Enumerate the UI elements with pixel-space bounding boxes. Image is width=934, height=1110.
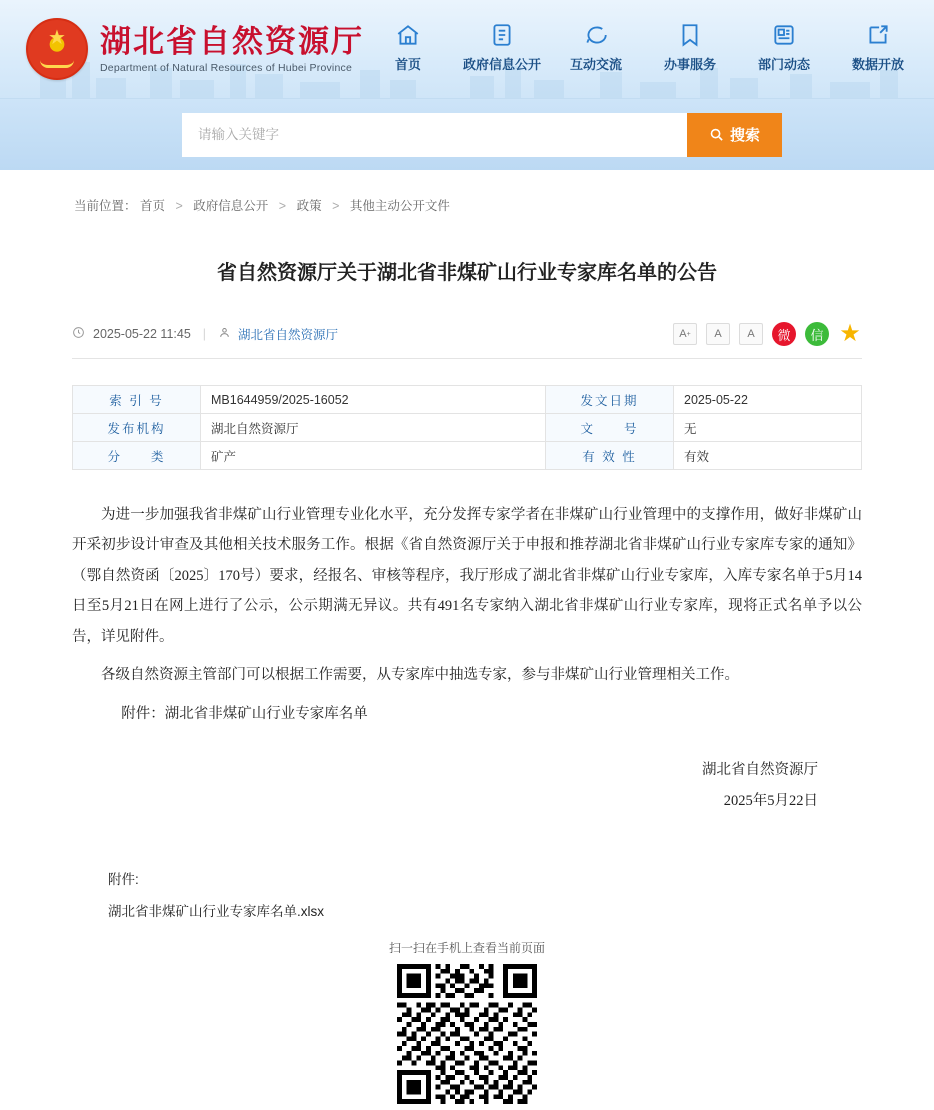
breadcrumb-item-policy[interactable]: 政策 xyxy=(296,199,322,213)
breadcrumb-prefix: 当前位置： xyxy=(74,199,137,213)
info-value-doc-number: 无 xyxy=(674,414,862,442)
body-paragraph-1: 为进一步加强我省非煤矿山行业管理专业化水平，充分发挥专家学者在非煤矿山行业管理中的支撑作用，做好非煤矿山开采初步设计审查及其他相关技术服务工作。根据《省自然资源厅关于申报和推荐湖北省非煤矿山行业专家库专家的通知》（鄂自然资函〔2025〕170号）要求，经报名、审核等程序，我厅形成了湖北省非煤矿山行业专家库，入库专家名单于5月14日至5月21日在网上进行了公示，公示期满无异议。共有491名专家纳入湖北省非煤矿山行业专家库，现将正式名单予以公告，详见附件。 xyxy=(72,507,862,645)
document-source xyxy=(218,325,338,343)
news-icon xyxy=(771,22,797,48)
site-header xyxy=(0,0,934,98)
page-title: 省自然资源厅关于湖北省非煤矿山行业专家库名单的公告 xyxy=(217,262,717,284)
source-text: 湖北省自然资源厅 xyxy=(238,328,339,342)
attachment-link[interactable]: 湖北省非煤矿山行业专家库名单.xlsx xyxy=(108,904,324,920)
info-label-validity: 有 效 性 xyxy=(546,442,674,470)
info-label-doc-number: 文 号 xyxy=(546,414,674,442)
publish-time xyxy=(72,326,191,342)
nav-item-open-data[interactable] xyxy=(844,22,912,73)
info-label-index: 索 引 号 xyxy=(73,386,201,414)
search-button[interactable] xyxy=(687,113,782,157)
signature-org: 湖北省自然资源厅 xyxy=(702,762,818,779)
nav-item-government-info[interactable] xyxy=(463,22,542,73)
info-value-issue-date: 2025-05-22 xyxy=(674,386,862,414)
bookmark-icon xyxy=(677,22,703,48)
clock-icon xyxy=(72,326,85,342)
nav-item-interaction[interactable] xyxy=(562,22,630,73)
nav-label: 部门动态 xyxy=(757,56,810,72)
document-icon xyxy=(489,22,515,48)
nav-label: 首页 xyxy=(394,56,421,72)
national-emblem-icon xyxy=(26,18,88,80)
document-body xyxy=(72,500,862,729)
breadcrumb-separator: > xyxy=(175,199,183,213)
main-nav xyxy=(374,22,912,77)
wechat-share-icon[interactable]: 信 xyxy=(805,322,829,346)
info-value-category: 矿产 xyxy=(201,442,546,470)
nav-item-services[interactable] xyxy=(656,22,724,73)
font-size-small-button[interactable]: A xyxy=(739,323,763,345)
signature-date: 2025年5月22日 xyxy=(723,792,818,809)
breadcrumb-item-home[interactable]: 首页 xyxy=(140,199,166,213)
search-button-label: 搜索 xyxy=(729,127,760,144)
info-value-validity: 有效 xyxy=(674,442,862,470)
info-value-index: MB1644959/2025-16052 xyxy=(201,386,546,414)
table-row xyxy=(73,386,862,414)
info-value-publisher: 湖北自然资源厅 xyxy=(201,414,546,442)
nav-label: 政府信息公开 xyxy=(463,56,542,72)
nav-item-home[interactable] xyxy=(374,22,442,73)
attachments-section xyxy=(108,864,862,929)
qr-section xyxy=(48,939,886,1110)
breadcrumb-item-other-documents[interactable]: 其他主动公开文件 xyxy=(349,199,450,213)
document-info-table xyxy=(72,385,862,470)
search-bar xyxy=(0,98,934,170)
document-tools xyxy=(673,322,862,346)
info-label-category: 分 类 xyxy=(73,442,201,470)
attachments-title: 附件: xyxy=(108,871,139,887)
favorite-star-icon[interactable]: ★ xyxy=(839,320,861,347)
chat-icon xyxy=(583,22,609,48)
nav-item-department-news[interactable] xyxy=(750,22,818,73)
weibo-share-icon[interactable]: 微 xyxy=(772,322,796,346)
breadcrumb xyxy=(48,170,886,214)
site-brand xyxy=(100,24,364,75)
nav-label: 互动交流 xyxy=(569,56,622,72)
meta-divider: | xyxy=(202,327,207,341)
share-data-icon xyxy=(865,22,891,48)
search-wrapper xyxy=(182,113,782,157)
site-subtitle: Department of Natural Resources of Hubei Province xyxy=(100,62,352,75)
table-row xyxy=(73,414,862,442)
nav-label: 办事服务 xyxy=(663,56,716,72)
document-meta xyxy=(72,322,862,359)
nav-label: 数据开放 xyxy=(851,56,904,72)
info-label-issue-date: 发文日期 xyxy=(546,386,674,414)
info-label-publisher: 发布机构 xyxy=(73,414,201,442)
document-signature xyxy=(48,755,818,816)
search-icon xyxy=(709,127,724,142)
body-attachment-line: 附件：湖北省非煤矿山行业专家库名单 xyxy=(121,705,368,722)
search-input[interactable] xyxy=(182,113,687,157)
publish-time-text: 2025-05-22 11:45 xyxy=(93,327,191,341)
font-size-medium-button[interactable]: A xyxy=(706,323,730,345)
breadcrumb-item-government-info[interactable]: 政府信息公开 xyxy=(193,199,269,213)
content-panel xyxy=(24,170,910,1110)
home-icon xyxy=(395,22,421,48)
font-size-large-button[interactable]: A + xyxy=(673,323,697,345)
breadcrumb-separator: > xyxy=(332,199,340,213)
body-paragraph-2: 各级自然资源主管部门可以根据工作需要，从专家库中抽选专家，参与非煤矿山行业管理相关工作。 xyxy=(101,667,739,684)
site-title: 湖北省自然资源厅 xyxy=(100,23,364,59)
breadcrumb-separator: > xyxy=(278,199,287,213)
qr-code-image xyxy=(397,964,537,1104)
table-row xyxy=(73,442,862,470)
source-icon xyxy=(218,326,231,342)
qr-caption: 扫一扫在手机上查看当前页面 xyxy=(388,940,545,955)
